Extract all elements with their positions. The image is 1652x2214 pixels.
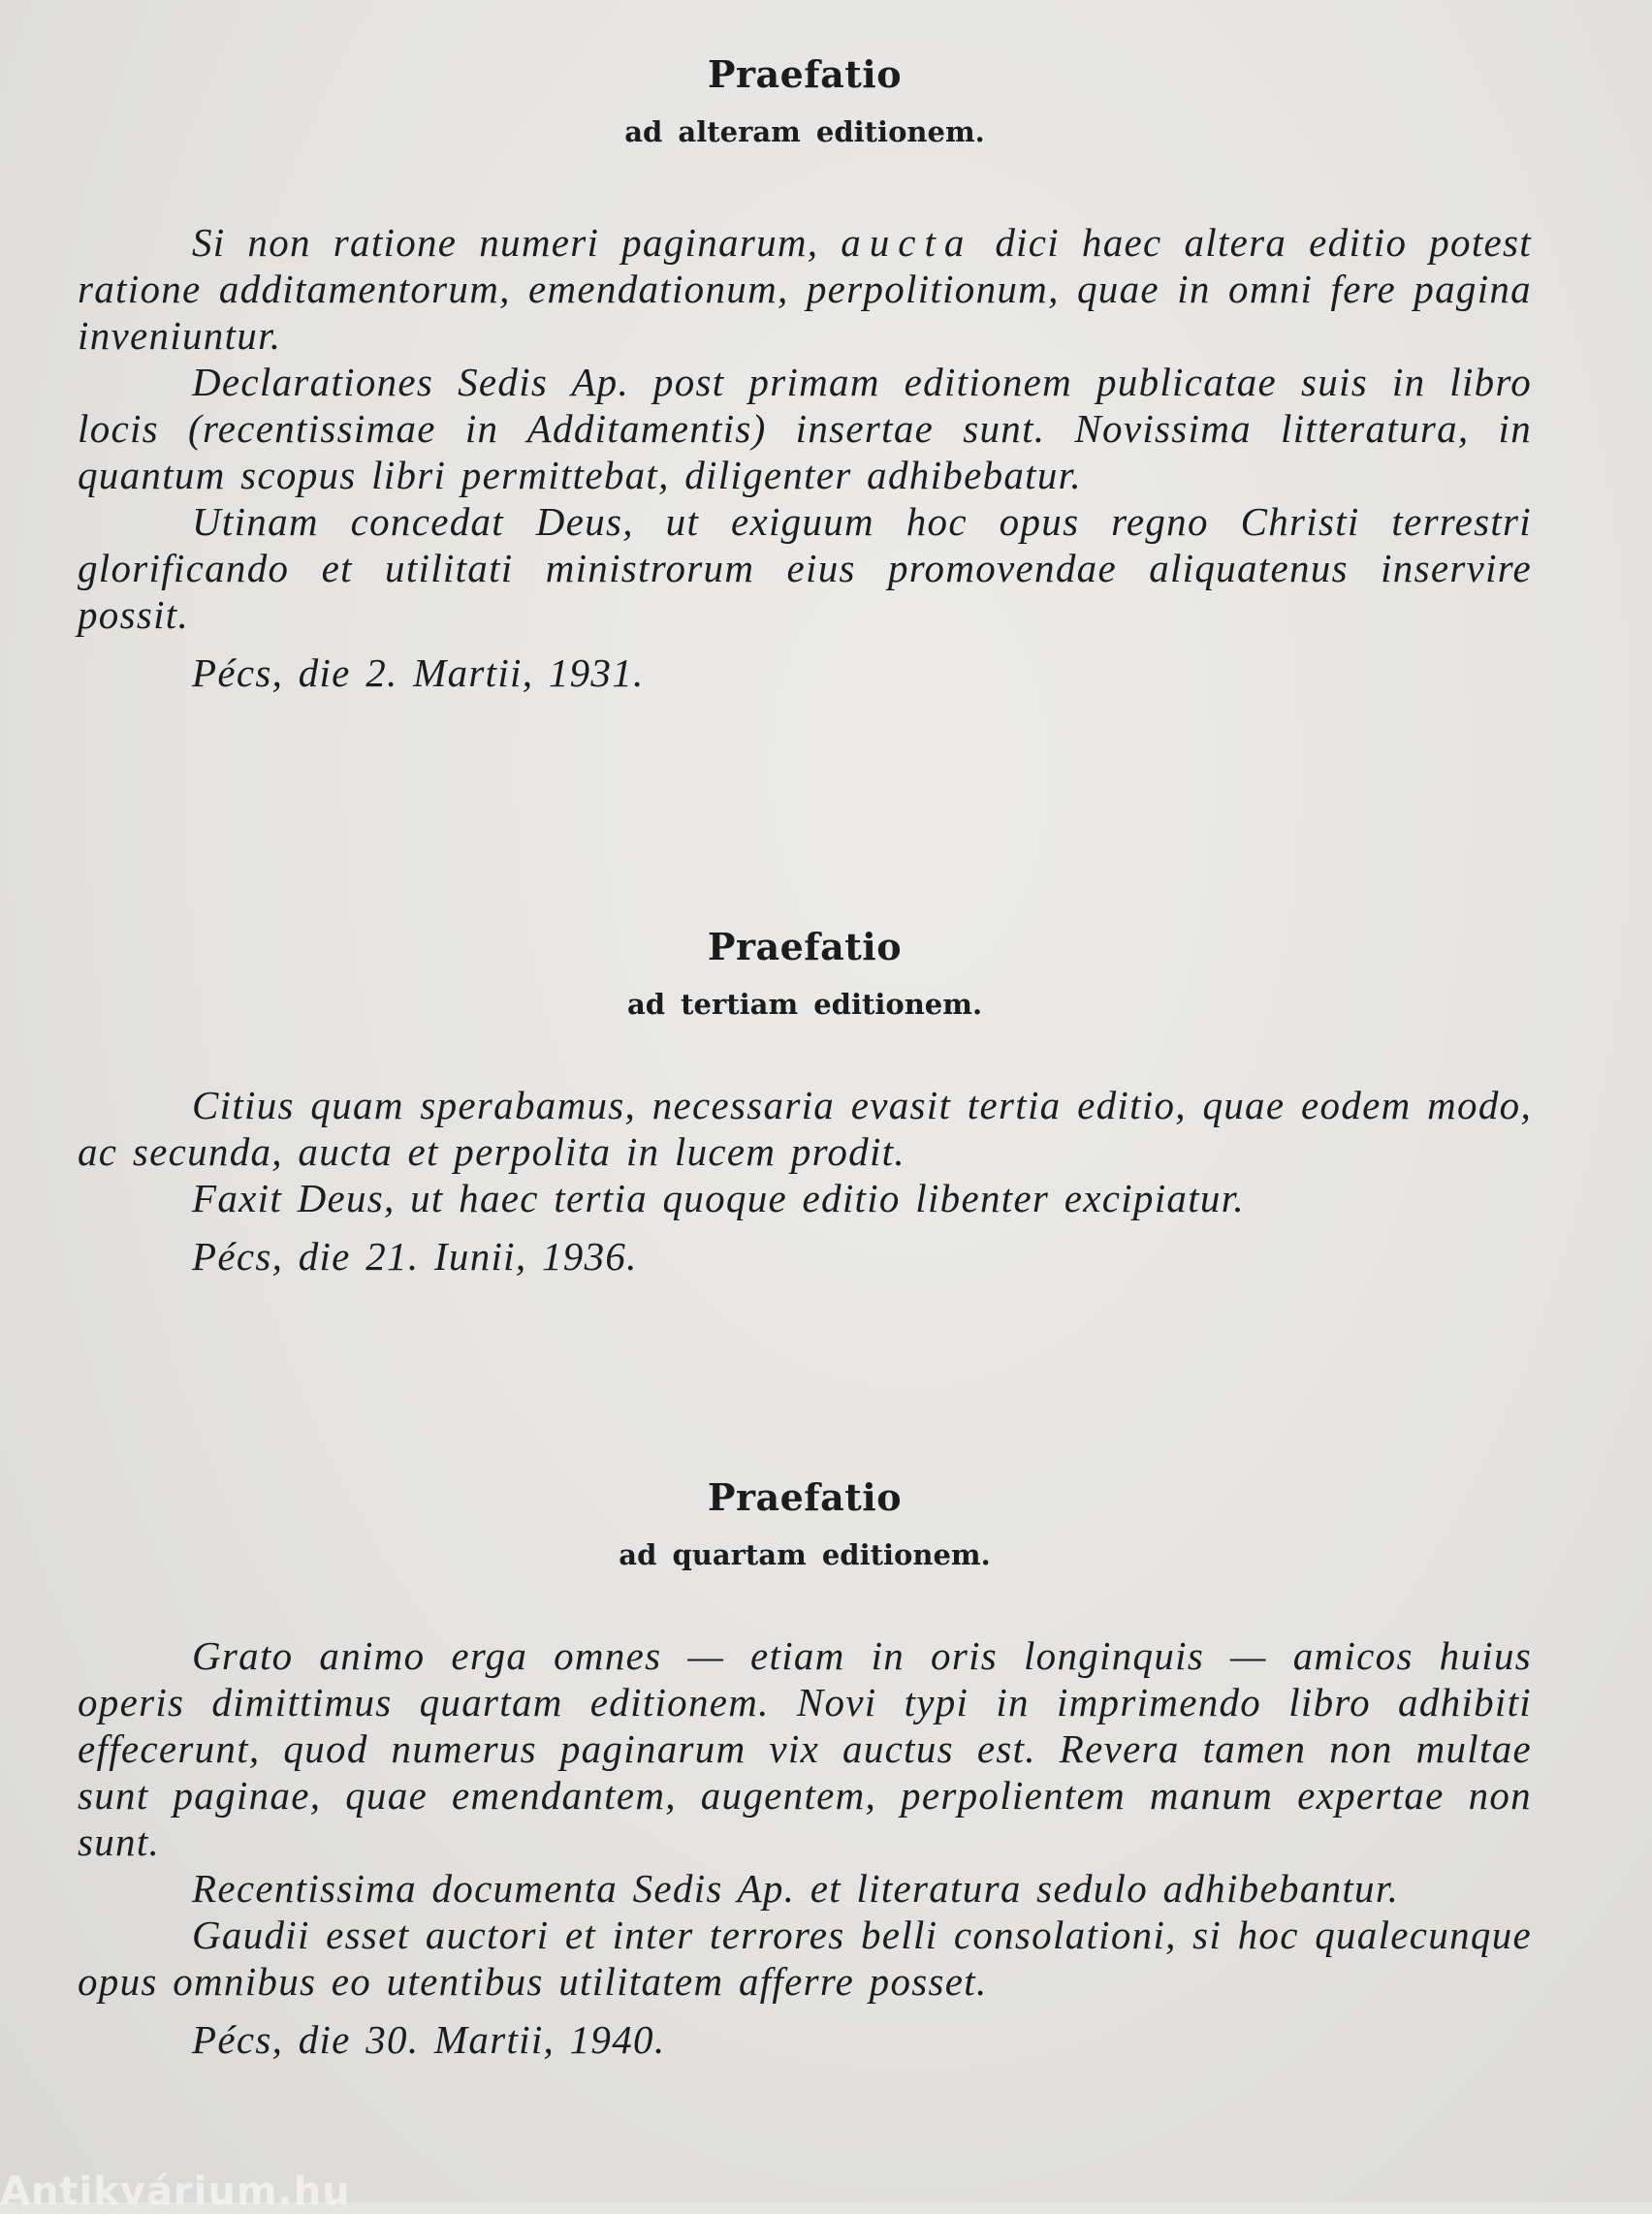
preface-fourth-edition bbox=[78, 1471, 1532, 2063]
paragraph: Utinam concedat Deus, ut exiguum hoc opus regno Christi terrestri glorificando et utilitati ministrorum eius promovendae aliquatenus inservire possit. bbox=[78, 499, 1532, 637]
section-body bbox=[78, 1632, 1532, 2063]
preface-third-edition bbox=[78, 921, 1532, 1280]
paragraph: Grato animo erga omnes — etiam in oris longinquis — amicos huius operis dimittimus quartam editionem. Novi typi in imprimendo libro adhibiti effecerunt, quod numerus paginarum vix auctus est. Revera tamen non multae sunt paginae, quae emendantem, augentem, perpolientem manum expertae non sunt. bbox=[78, 1633, 1532, 1864]
paragraph-text-before: Si non ratione numeri paginarum, bbox=[192, 220, 842, 265]
section-body bbox=[78, 219, 1532, 696]
section-subtitle: ad alteram editionem. bbox=[624, 115, 985, 148]
date-line: Pécs, die 2. Martii, 1931. bbox=[192, 650, 645, 695]
watermark: Antikvárium.hu bbox=[0, 2169, 351, 2214]
section-subtitle: ad quartam editionem. bbox=[619, 1538, 991, 1571]
paragraph: Recentissima documenta Sedis Ap. et literatura sedulo adhibebantur. bbox=[192, 1866, 1400, 1911]
section-title: Praefatio bbox=[707, 925, 903, 968]
spaced-word: aucta bbox=[841, 220, 973, 265]
paragraph: Declarationes Sedis Ap. post primam editionem publicatae suis in libro locis (recentissimae in Additamentis) insertae sunt. Novissima litteratura, in quantum scopus libri permittebat, diligenter adhibebatur. bbox=[78, 360, 1532, 497]
date-line: Pécs, die 21. Iunii, 1936. bbox=[192, 1234, 638, 1279]
paragraph bbox=[78, 219, 1532, 359]
paragraph-text-after: dici haec altera editio potest ratione additamentorum, emendationum, perpolitionum, quae in omni fere pagina inveniuntur. bbox=[78, 220, 1532, 358]
section-subtitle: ad tertiam editionem. bbox=[626, 988, 983, 1021]
paragraph: Citius quam sperabamus, necessaria evasit tertia editio, quae eodem modo, ac secunda, aucta et perpolita in lucem prodit. bbox=[78, 1083, 1532, 1174]
section-title: Praefatio bbox=[707, 52, 903, 96]
paragraph: Gaudii esset auctori et inter terrores belli consolationi, si hoc qualecunque opus omnibus eo utentibus utilitatem afferre posset. bbox=[78, 1913, 1532, 2004]
paragraph: Faxit Deus, ut haec tertia quoque editio libenter excipiatur. bbox=[192, 1176, 1245, 1220]
preface-second-edition bbox=[78, 48, 1532, 696]
section-body bbox=[78, 1082, 1532, 1280]
date-line: Pécs, die 30. Martii, 1940. bbox=[192, 2017, 666, 2062]
section-title: Praefatio bbox=[707, 1475, 903, 1519]
